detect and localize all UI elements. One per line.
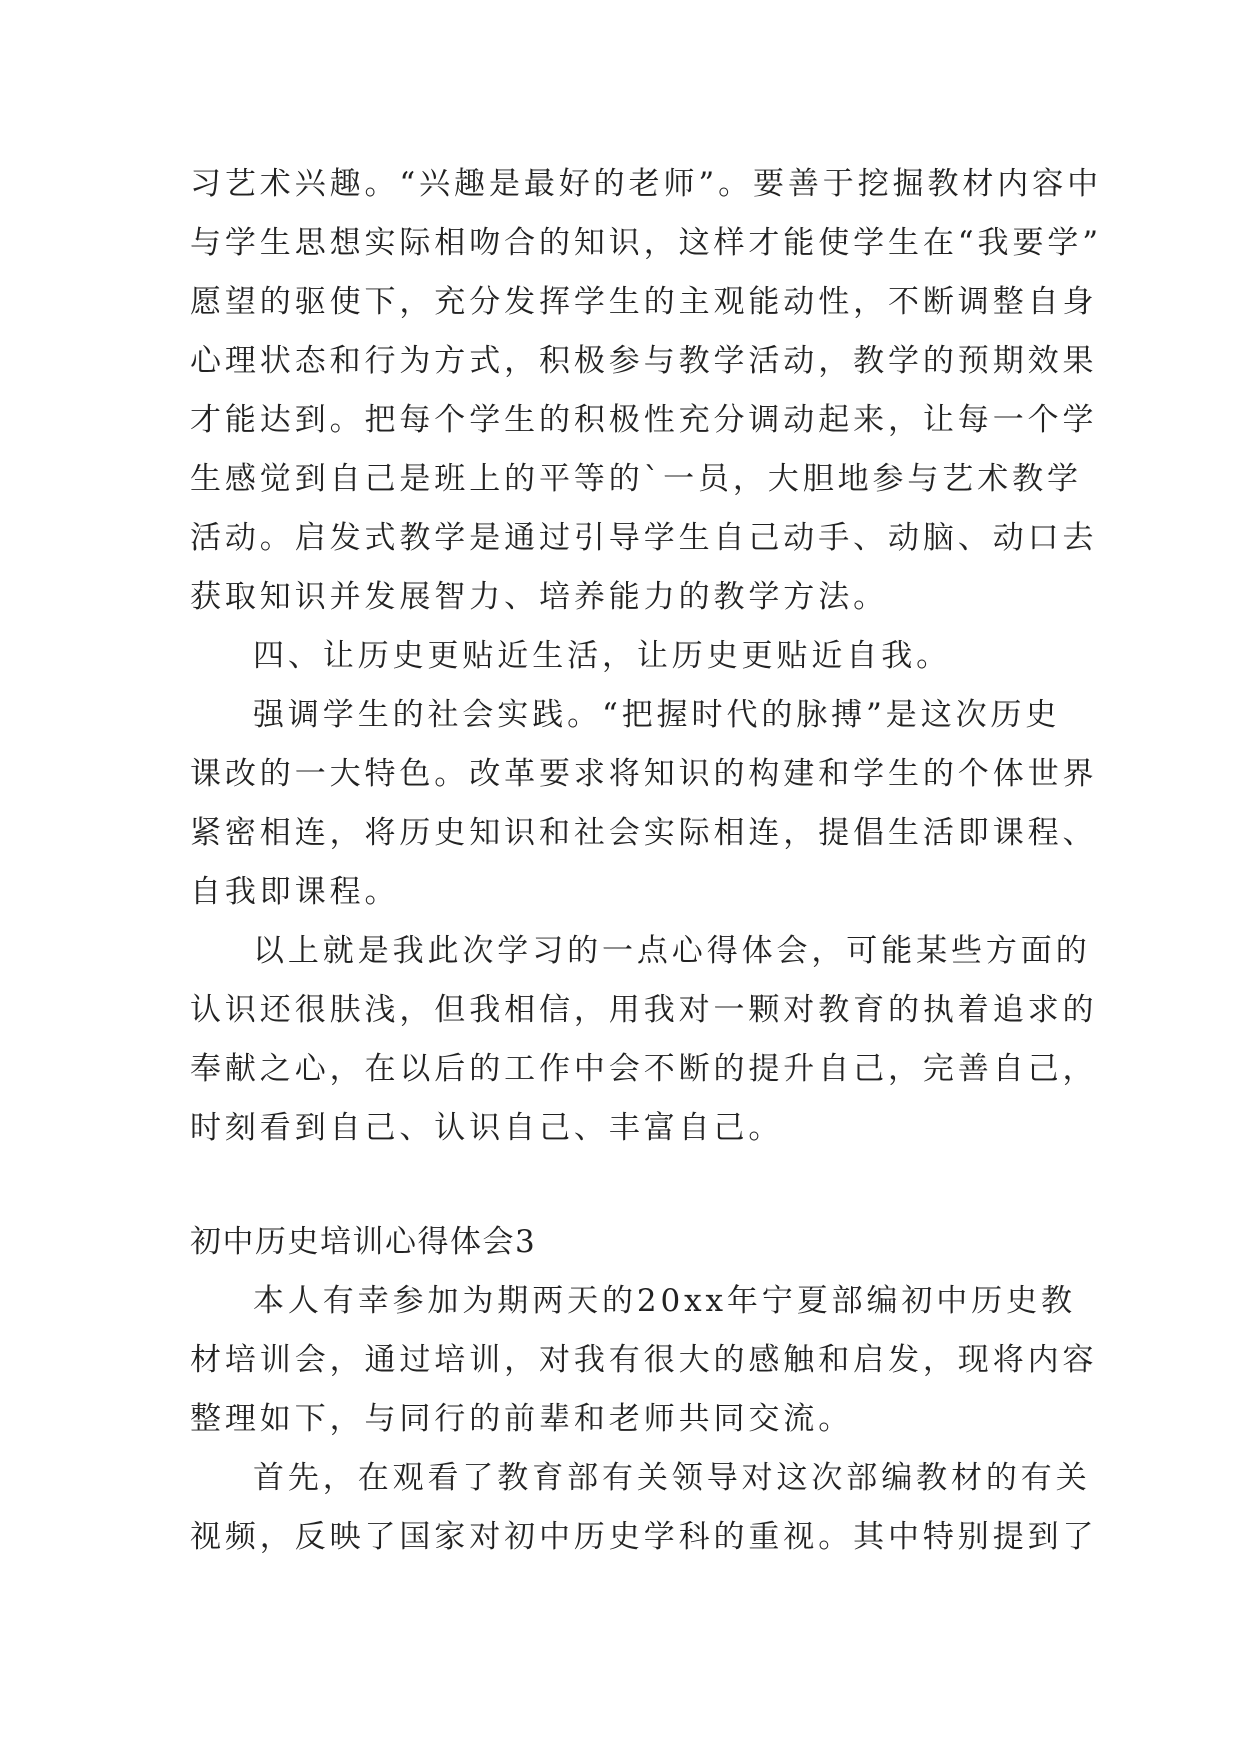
text-line: 认识还很肤浅，但我相信，用我对一颗对教育的执着追求的 xyxy=(190,992,1098,1028)
text-line: 活动。启发式教学是通过引导学生自己动手、动脑、动口去 xyxy=(190,520,1098,556)
text-line: 整理如下，与同行的前辈和老师共同交流。 xyxy=(190,1401,854,1437)
text-line: 奉献之心，在以后的工作中会不断的提升自己，完善自己， xyxy=(190,1051,1098,1087)
text-line: 课改的一大特色。改革要求将知识的构建和学生的个体世界 xyxy=(190,756,1098,792)
text-line: 自我即课程。 xyxy=(190,874,400,910)
text-line: 获取知识并发展智力、培养能力的教学方法。 xyxy=(190,579,888,615)
text-line: 才能达到。把每个学生的积极性充分调动起来，让每一个学 xyxy=(190,402,1098,438)
paragraph-start: 强调学生的社会实践。“把握时代的脉搏”是这次历史 xyxy=(253,697,1061,733)
text-line: 习艺术兴趣。“兴趣是最好的老师”。要善于挖掘教材内容中 xyxy=(190,166,1102,202)
paragraph-start: 以上就是我此次学习的一点心得体会，可能某些方面的 xyxy=(253,933,1091,969)
text-line: 视频，反映了国家对初中历史学科的重视。其中特别提到了 xyxy=(190,1519,1098,1555)
article-title: 初中历史培训心得体会3 xyxy=(190,1224,537,1260)
text-line: 愿望的驱使下，充分发挥学生的主观能动性，不断调整自身 xyxy=(190,284,1098,320)
text-line: 与学生思想实际相吻合的知识，这样才能使学生在“我要学” xyxy=(190,225,1102,261)
section-heading: 四、让历史更贴近生活，让历史更贴近自我。 xyxy=(253,638,951,674)
text-line: 心理状态和行为方式，积极参与教学活动，教学的预期效果 xyxy=(190,343,1098,379)
text-line: 时刻看到自己、认识自己、丰富自己。 xyxy=(190,1110,784,1146)
text-line: 材培训会，通过培训，对我有很大的感触和启发，现将内容 xyxy=(190,1342,1098,1378)
text-line: 紧密相连，将历史知识和社会实际相连，提倡生活即课程、 xyxy=(190,815,1098,851)
paragraph-start: 首先，在观看了教育部有关领导对这次部编教材的有关 xyxy=(253,1460,1091,1496)
paragraph-start: 本人有幸参加为期两天的20xx年宁夏部编初中历史教 xyxy=(253,1283,1076,1319)
text-line: 生感觉到自己是班上的平等的`一员，大胆地参与艺术教学 xyxy=(190,461,1082,497)
